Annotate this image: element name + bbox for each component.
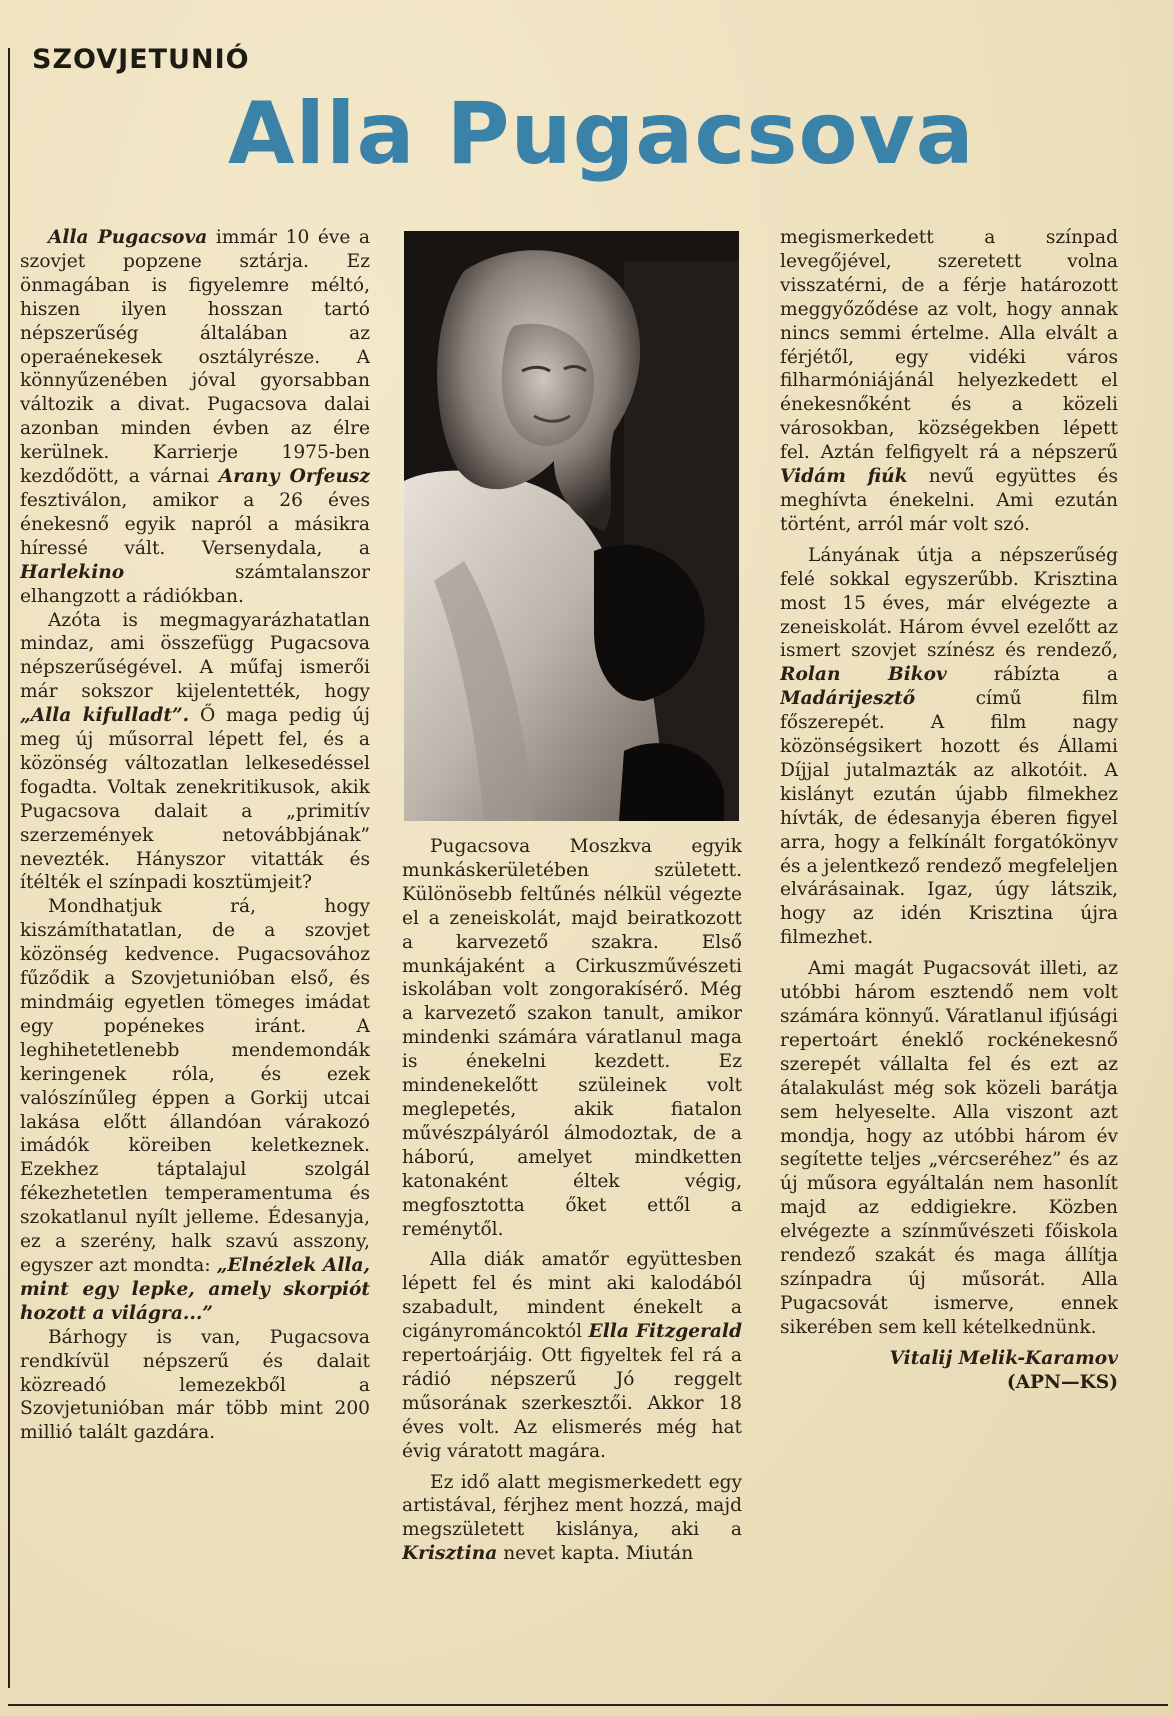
section-label: SZOVJETUNIÓ <box>32 44 250 75</box>
agency-credit: (APN—KS) <box>1006 1371 1118 1393</box>
portrait-illustration <box>404 231 739 821</box>
italic-phrase: Ella Fitzgerald <box>588 1321 742 1343</box>
article-headline: Alla Pugacsova <box>228 84 975 184</box>
italic-phrase: Vidám fiúk <box>780 466 908 488</box>
italic-phrase: Arany Orfeusz <box>218 466 370 488</box>
article-column-2 <box>402 835 742 1685</box>
col2-paragraph-3: Ez idő alatt megismerkedett egy artistával, férjhez ment hozzá, majd megszületett kislánya, aki a Krisztina nevet kapta. Miután <box>402 1471 742 1565</box>
italic-phrase: Rolan Bikov <box>780 664 947 686</box>
col1-paragraph-4: Bárhogy is van, Pugacsova rendkívül népszerű és dalait közreadó lemezekből a Szovjetunióban már több mint 200 millió talált gazdára. <box>20 1326 370 1444</box>
article-column-3 <box>780 226 1118 1696</box>
col3-paragraph-2: Lányának útja a népszerűség felé sokkal egyszerűbb. Krisztina most 15 éves, már elvégezte a zeneiskolát. Három évvel ezelőtt az ismert szovjet színész és rendező, Rolan Bikov rábízta a Madárijesztő című film főszerepét. A film nagy közönségsikert hozott és Állami Díjjal jutalmazták az alkotóit. A kislányt ezután újabb filmekhez hívták, de édesanyja éberen figyel arra, hogy a felkínált forgatókönyv és a jelentkező rendező megfeleljen elvárásainak. Igaz, úgy látszik, hogy az idén Krisztina újra filmezhet. <box>780 544 1118 949</box>
left-column-rule <box>8 48 10 1688</box>
col2-paragraph-1: Pugacsova Moszkva egyik munkáskerületében született. Különösebb feltűnés nélkül végezte el a zeneiskolát, majd beiratkozott a karvezető szakra. Első munkájaként a Cirkuszművészeti iskolában volt zongorakísérő. Még a karvezető szakon tanult, amikor mindenki számára váratlanul maga is énekelni kezdett. Ez mindenekelőtt szüleinek volt meglepetés, akik fiatalon művészpályáról álmodoztak, de a háború, amelyet mindketten katonaként éltek végig, megfosztotta őket ettől a reménytől. <box>402 836 742 1240</box>
italic-phrase: Alla Pugacsova <box>48 227 208 248</box>
italic-phrase: Krisztina <box>402 1543 498 1565</box>
col1-paragraph-2: Azóta is megmagyarázhatatlan mindaz, ami összefügg Pugacsova népszerűségével. A műfaj ismerői már sokszor kijelentették, hogy „Alla kifulladt”. Ő maga pedig új meg új műsorral lépett fel, és a közönség változatlan lelkesedéssel fogadta. Voltak zenekritikusok, akik Pugacsova dalait a „primitív szerzemények netovábbjának” nevezték. Hányszor vitatták és ítélték el színpadi kosztümjeit? <box>20 609 370 894</box>
col3-paragraph-3: Ami magát Pugacsovát illeti, az utóbbi három esztendő nem volt számára könnyű. Váratlanul ifjúsági repertoárt éneklő rockénekesnő szerepét vállalta fel és ezt az átalakulást még sok közeli barátja sem helyeselte. Alla viszont azt mondja, hogy az utóbbi három év segítette teljes „vércseréhez” és az új műsora egyáltalán nem hasonlít majd az eddigiekre. Közben elvégezte a színművészeti főiskola rendező szakát és maga állítja színpadra új műsorát. Alla Pugacsovát ismerve, ennek sikerében sem kell kételkednünk. <box>780 958 1118 1338</box>
italic-phrase: „Alla kifulladt”. <box>20 705 190 727</box>
author-signature: Vitalij Melik-Karamov <box>889 1347 1118 1369</box>
italic-phrase: „Elnézlek Alla, mint egy lepke, amely skorpiót hozott a világra...” <box>20 1254 370 1324</box>
col3-paragraph-1: megismerkedett a színpad levegőjével, szeretett volna visszatérni, de a férje határozott meggyőződése az volt, hogy annak nincs semmi értelme. Alla elvált a férjétől, egy vidéki város filharmóniájánál helyezkedett el énekesnőként és a közeli városokban, községekben lépett fel. Aztán felfigyelt rá a népszerű Vidám fiúk nevű együttes és meghívta énekelni. Ami ezután történt, arról már volt szó. <box>780 227 1118 535</box>
col1-paragraph-1: Alla Pugacsova immár 10 éve a szovjet popzene sztárja. Ez önmagában is figyelemre méltó, hiszen ilyen hosszan tartó népszerűség általában az operaénekesek osztályrésze. A könnyűzenében jóval gyorsabban változik a divat. Pugacsova dalai azonban minden évben az élre kerülnek. Karrierje 1975-ben kezdődött, a várnai Arany Orfeusz fesztiválon, amikor a 26 éves énekesnő egyik napról a másikra híressé vált. Versenydala, a Harlekino számtalanszor elhangzott a rádiókban. <box>20 227 370 607</box>
col1-paragraph-3: Mondhatjuk rá, hogy kiszámíthatatlan, de a szovjet közönség kedvence. Pugacsovához fűződik a Szovjetunióban első, és mindmáig egyetlen tömeges imádat egy popénekes iránt. A leghihetetlenebb mendemondák keringenek róla, és ezek valószínűleg éppen a Gorkij utcai lakása előtt állandóan várakozó imádók köreiben keletkeznek. Ezekhez táptalajul szolgál fékezhetetlen temperamentuma és szokatlanul nyílt jelleme. Édesanyja, ez a szerény, halk szavú asszony, egyszer azt mondta: „Elnézlek Alla, mint egy lepke, amely skorpiót hozott a világra...” <box>20 896 370 1324</box>
col2-paragraph-2: Alla diák amatőr együttesben lépett fel és mint aki kalodából szabadult, mindent énekelt a cigányrománcoktól Ella Fitzgerald repertoárjáig. Ott figyeltek fel rá a rádió népszerű Jó reggelt műsorának szerkesztői. Akkor 18 éves volt. Az elismerés még hat évig váratott magára. <box>402 1249 742 1462</box>
italic-phrase: Madárijesztő <box>780 688 916 710</box>
portrait-photo <box>404 231 739 821</box>
italic-phrase: Harlekino <box>20 561 125 583</box>
article-column-1 <box>20 226 370 1706</box>
